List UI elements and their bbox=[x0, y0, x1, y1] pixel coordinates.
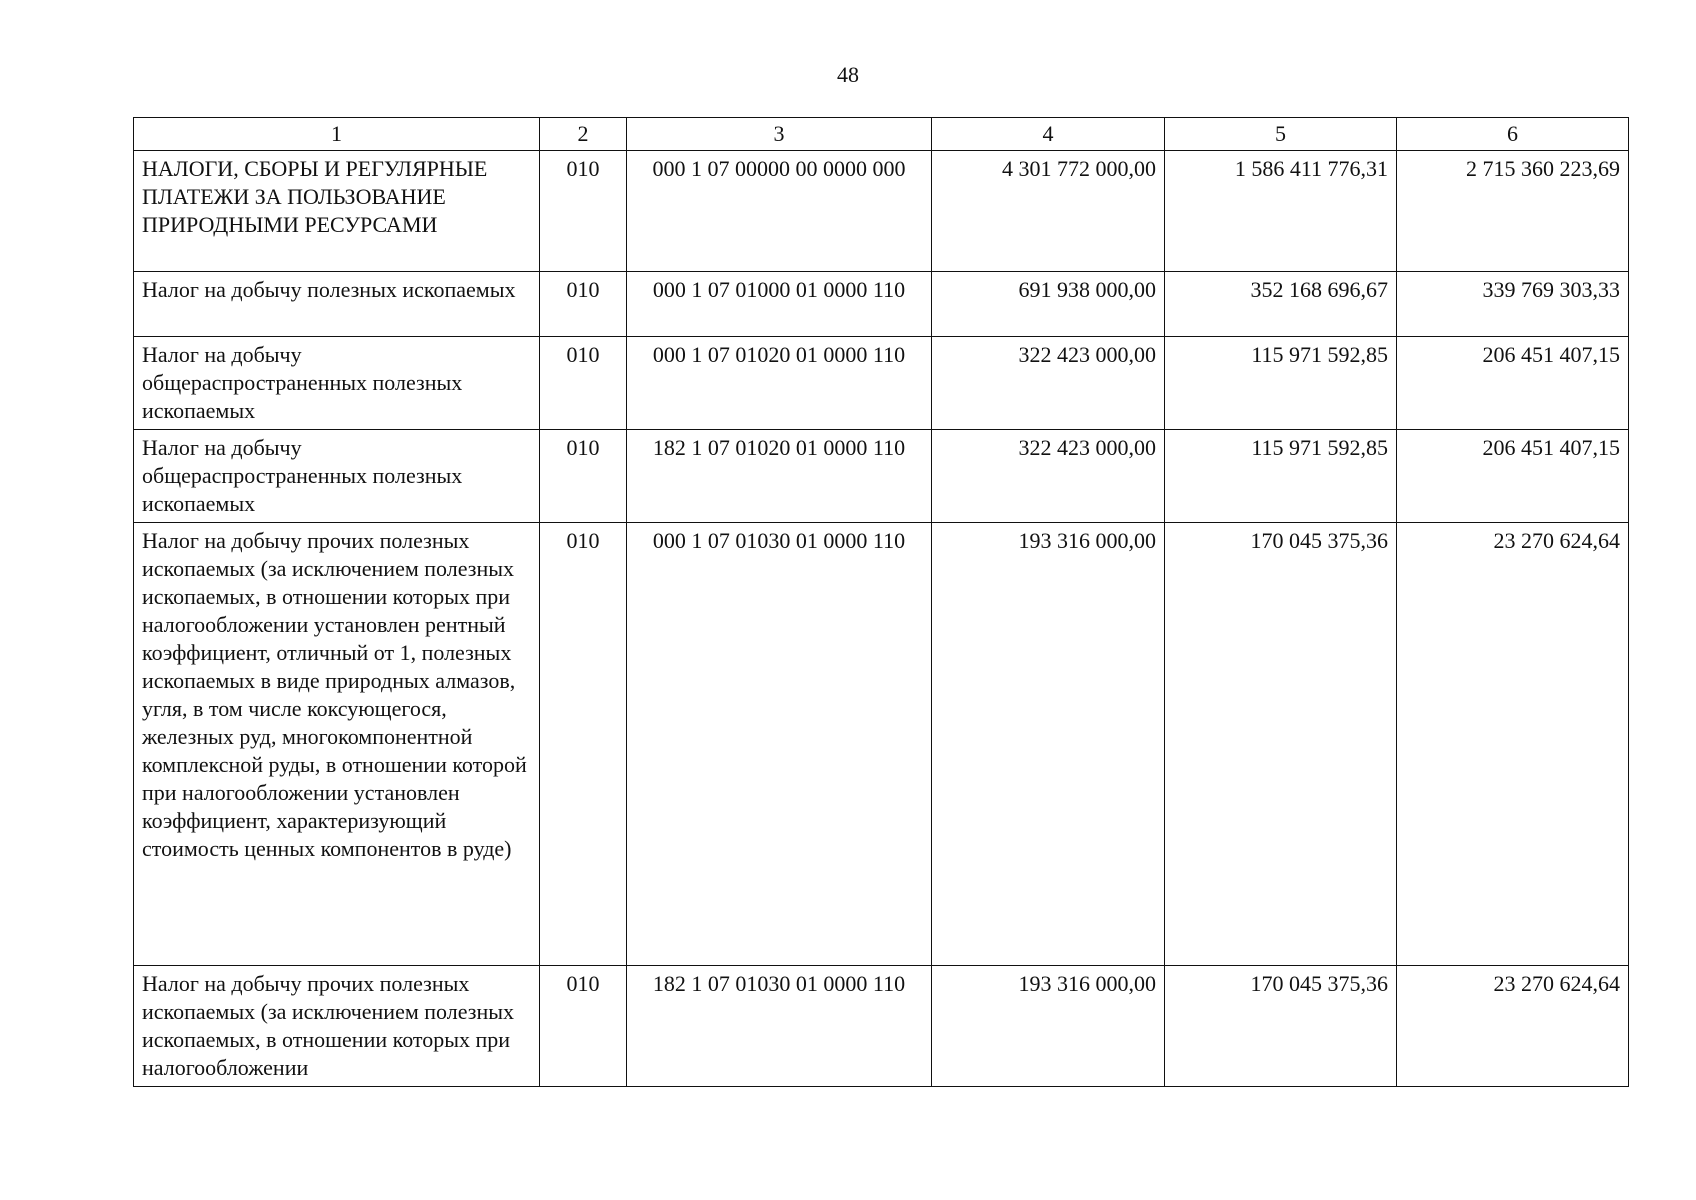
row-unexecuted: 23 270 624,64 bbox=[1397, 523, 1629, 966]
row-unexecuted: 206 451 407,15 bbox=[1397, 337, 1629, 430]
row-unexecuted: 339 769 303,33 bbox=[1397, 272, 1629, 337]
row-line-code: 010 bbox=[540, 151, 627, 272]
row-line-code: 010 bbox=[540, 430, 627, 523]
row-budget-code: 000 1 07 01000 01 0000 110 bbox=[627, 272, 932, 337]
row-approved: 322 423 000,00 bbox=[932, 337, 1165, 430]
row-unexecuted: 2 715 360 223,69 bbox=[1397, 151, 1629, 272]
row-executed: 115 971 592,85 bbox=[1165, 430, 1397, 523]
row-budget-code: 182 1 07 01030 01 0000 110 bbox=[627, 966, 932, 1087]
row-line-code: 010 bbox=[540, 966, 627, 1087]
table-row bbox=[134, 523, 1629, 966]
table-row bbox=[134, 151, 1629, 272]
header-cell: 3 bbox=[627, 118, 932, 151]
header-cell: 6 bbox=[1397, 118, 1629, 151]
page-number: 48 bbox=[837, 62, 859, 87]
row-name: Налог на добычу прочих полезных ископаемых (за исключением полезных ископаемых, в отношении которых при налогообложении bbox=[134, 966, 540, 1087]
row-name: Налог на добычу полезных ископаемых bbox=[134, 272, 540, 337]
row-executed: 1 586 411 776,31 bbox=[1165, 151, 1397, 272]
row-name: Налог на добычу общераспространенных полезных ископаемых bbox=[134, 430, 540, 523]
row-budget-code: 182 1 07 01020 01 0000 110 bbox=[627, 430, 932, 523]
row-executed: 352 168 696,67 bbox=[1165, 272, 1397, 337]
table-row bbox=[134, 272, 1629, 337]
table-row bbox=[134, 430, 1629, 523]
row-approved: 691 938 000,00 bbox=[932, 272, 1165, 337]
row-line-code: 010 bbox=[540, 272, 627, 337]
row-line-code: 010 bbox=[540, 523, 627, 966]
row-budget-code: 000 1 07 01020 01 0000 110 bbox=[627, 337, 932, 430]
row-approved: 322 423 000,00 bbox=[932, 430, 1165, 523]
row-approved: 4 301 772 000,00 bbox=[932, 151, 1165, 272]
row-budget-code: 000 1 07 00000 00 0000 000 bbox=[627, 151, 932, 272]
header-cell: 4 bbox=[932, 118, 1165, 151]
table-header-row bbox=[134, 118, 1629, 151]
row-unexecuted: 23 270 624,64 bbox=[1397, 966, 1629, 1087]
row-name: Налог на добычу общераспространенных полезных ископаемых bbox=[134, 337, 540, 430]
header-cell: 5 bbox=[1165, 118, 1397, 151]
row-budget-code: 000 1 07 01030 01 0000 110 bbox=[627, 523, 932, 966]
row-name: НАЛОГИ, СБОРЫ И РЕГУЛЯРНЫЕ ПЛАТЕЖИ ЗА ПОЛЬЗОВАНИЕ ПРИРОДНЫМИ РЕСУРСАМИ bbox=[134, 151, 540, 272]
table-row bbox=[134, 966, 1629, 1087]
row-approved: 193 316 000,00 bbox=[932, 966, 1165, 1087]
row-name: Налог на добычу прочих полезных ископаемых (за исключением полезных ископаемых, в отношении которых при налогообложении установлен рентный коэффициент, отличный от 1, полезных ископаемых в виде природных алмазов, угля, в том числе коксующегося, железных руд, многокомпонентной комплексной руды, в отношении которой при налогообложении установлен коэффициент, характеризующий стоимость ценных компонентов в руде) bbox=[134, 523, 540, 966]
table-row bbox=[134, 337, 1629, 430]
row-executed: 170 045 375,36 bbox=[1165, 523, 1397, 966]
header-cell: 2 bbox=[540, 118, 627, 151]
budget-execution-table bbox=[133, 117, 1629, 1087]
row-executed: 115 971 592,85 bbox=[1165, 337, 1397, 430]
header-cell: 1 bbox=[134, 118, 540, 151]
row-line-code: 010 bbox=[540, 337, 627, 430]
row-approved: 193 316 000,00 bbox=[932, 523, 1165, 966]
row-unexecuted: 206 451 407,15 bbox=[1397, 430, 1629, 523]
row-executed: 170 045 375,36 bbox=[1165, 966, 1397, 1087]
